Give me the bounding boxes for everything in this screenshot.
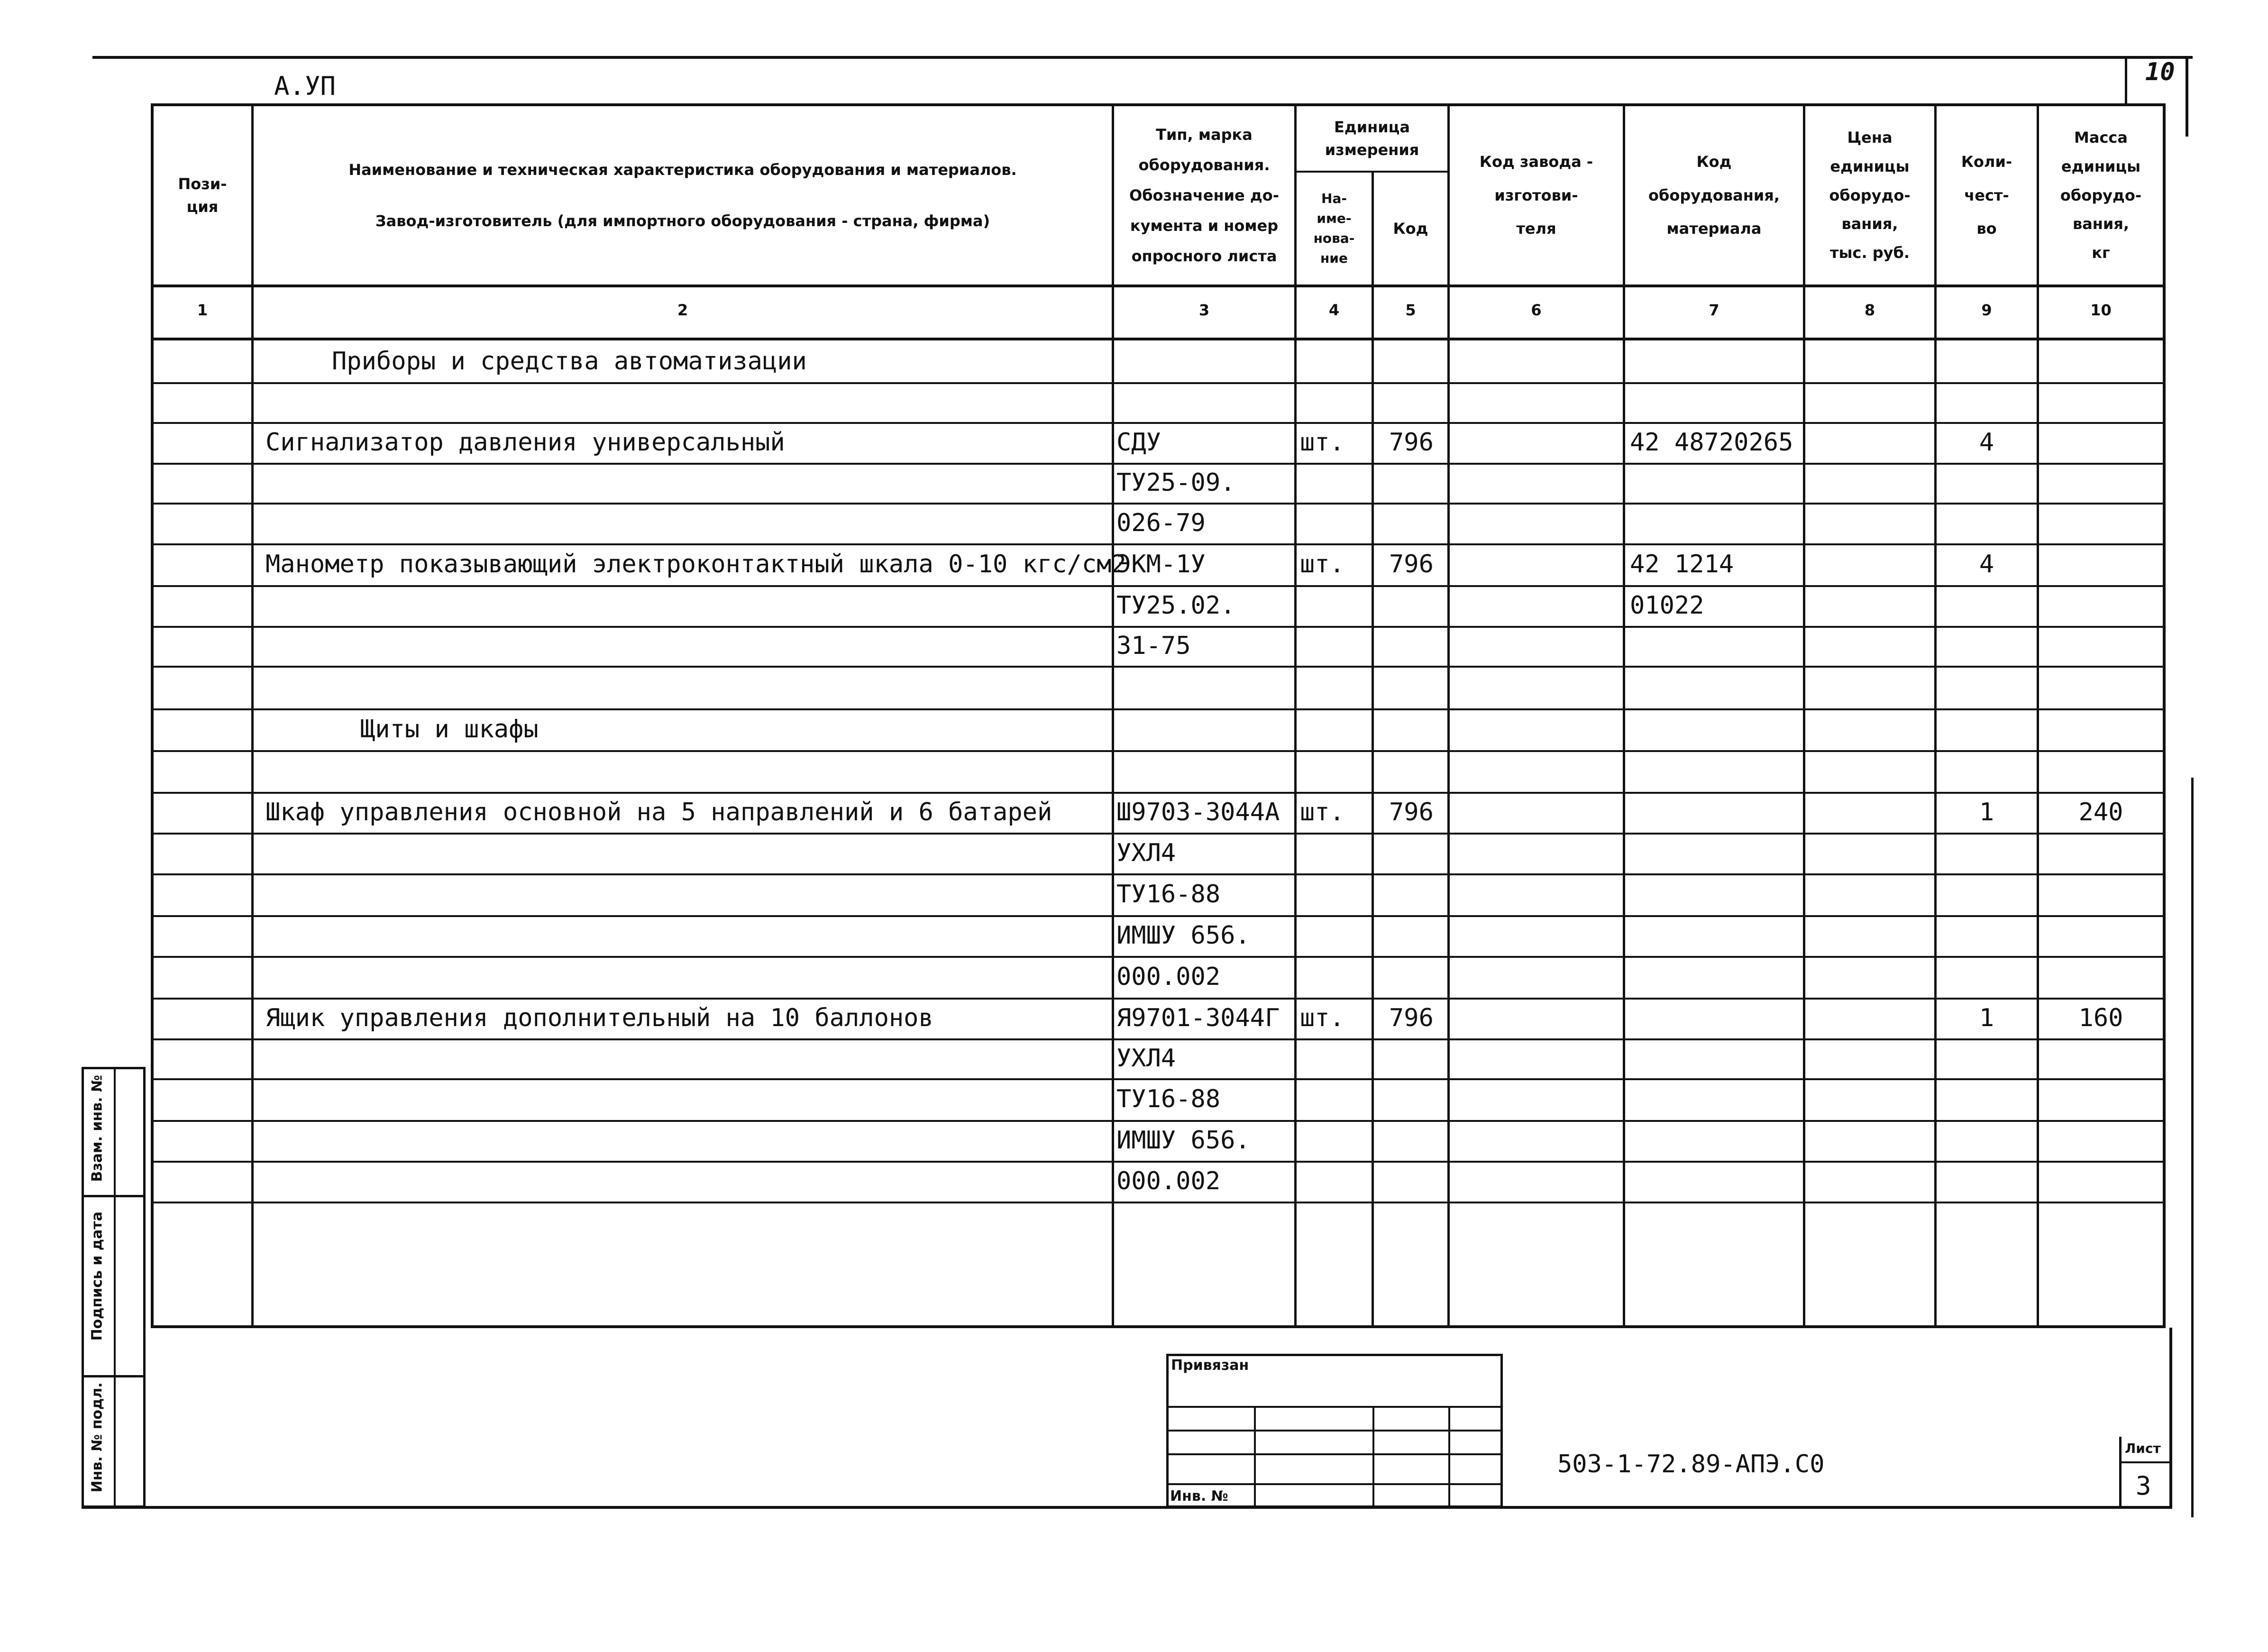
col-header-name [254,106,1112,285]
sheet-number: 3 [2136,1471,2151,1501]
col-header-type: Тип, марка оборудования. Обозначение до- кумента и номер опросного листа [1129,126,1279,265]
row-separator [151,998,2166,1000]
cell-type: УХЛ4 [1116,1044,1176,1073]
col-header-name-line2: Завод-изготовитель (для импортного оборудования - страна, фирма) [375,212,990,230]
col-number: 2 [677,301,688,319]
row-separator [151,956,2166,958]
cell-name: Манометр показывающий электроконтактный шкала 0-10 кгс/см2 [265,550,1126,578]
cell-type: СДУ [1116,428,1161,457]
row-separator [151,382,2166,384]
row-separator [151,1202,2166,1203]
side-label-vzam: Взам. инв. № [89,1074,106,1182]
cell-code: 796 [1389,550,1434,578]
cell-type: 31-75 [1116,632,1191,660]
cell-name: Ящик управления дополнительный на 10 баллонов [265,1004,933,1032]
row-separator [151,708,2166,710]
cell-type: ТУ16-88 [1116,880,1221,909]
cell-type: Ш9703-3044А [1116,798,1280,826]
side-label-podpis: Подпись и дата [89,1211,106,1341]
col-header-position: Пози- ция [178,175,227,216]
cell-code: 796 [1389,798,1434,826]
cell-qty: 4 [1979,428,1994,457]
cell-type: 000.002 [1116,1167,1221,1195]
cell-qty: 4 [1979,550,1994,578]
row-separator [151,750,2166,752]
col-header-unit-name: На- име- нова- ние [1313,191,1355,266]
cell-type: УХЛ4 [1116,839,1176,867]
cell-eq-code: 01022 [1630,591,1704,620]
row-separator [151,1078,2166,1080]
sheet-label: Лист [2125,1441,2161,1456]
row-separator [151,463,2166,465]
row-separator [151,915,2166,917]
document-code: 503-1-72.89-АПЭ.С0 [1557,1450,1825,1478]
side-label-inv-podl: Инв. № подл. [89,1382,106,1493]
cell-code: 796 [1389,1004,1434,1032]
col-number: 8 [1864,301,1875,319]
col-number: 4 [1328,301,1340,319]
stamp-inv-no: Инв. № [1170,1488,1228,1505]
top-border-line [92,56,2193,59]
row-separator [151,626,2166,628]
col-header-unit-code: Код [1393,220,1428,238]
cell-name: Сигнализатор давления универсальный [265,428,785,457]
col-header-name-line1: Наименование и техническая характеристика оборудования и материалов. [348,161,1017,179]
cell-code: 796 [1389,428,1434,457]
col-number: 3 [1198,301,1210,319]
row-separator [151,1120,2166,1122]
col-header-unit: Единица измерения [1325,118,1419,159]
row-separator [151,833,2166,835]
col-header-price: Цена единицы оборудо- вания, тыс. руб. [1829,128,1911,262]
col-number: 5 [1405,301,1416,319]
col-number: 6 [1531,301,1542,319]
row-separator [151,543,2166,545]
col-header-plant-code: Код завода - изготови- теля [1479,153,1593,238]
row-separator [151,666,2166,668]
cell-type: Я9701-3044Г [1116,1004,1280,1032]
row-separator [151,792,2166,794]
cell-name: Приборы и средства автоматизации [332,347,807,376]
col-number: 7 [1709,301,1719,319]
cell-unit: шт. [1300,1004,1344,1032]
row-separator [151,873,2166,875]
cell-name: Щиты и шкафы [360,715,539,743]
row-separator [151,1038,2166,1040]
cell-unit: шт. [1300,798,1344,826]
row-separator [151,503,2166,505]
cell-qty: 1 [1979,798,1994,826]
row-separator [151,1161,2166,1163]
cell-mass: 240 [2078,798,2123,826]
col-header-quantity: Коли- чест- во [1961,153,2012,238]
cell-type: ТУ16-88 [1116,1085,1221,1113]
cell-mass: 160 [2078,1004,2123,1032]
cell-type: 026-79 [1116,509,1206,537]
cell-name: Шкаф управления основной на 5 направлений и 6 батарей [265,798,1052,826]
row-separator [151,585,2166,587]
col-number: 10 [2090,301,2112,319]
col-number: 1 [197,301,208,319]
cell-type: 000.002 [1116,963,1221,991]
cell-unit: шт. [1300,550,1344,578]
cell-type: ИМШУ 656. [1116,1126,1250,1155]
col-header-equipment-code: Код оборудования, материала [1648,153,1780,238]
stamp-privyazan: Привязан [1171,1357,1249,1374]
cell-eq-code: 42 48720265 [1630,428,1793,457]
cell-type: ТУ25.02. [1116,591,1235,620]
col-header-mass: Масса единицы оборудо- вания, кг [2060,128,2142,262]
cell-type: ЭКМ-1У [1116,550,1206,578]
cell-type: ИМШУ 656. [1116,921,1250,950]
col-number: 9 [1981,301,1992,319]
cell-unit: шт. [1300,428,1344,457]
page-mark: 10 [2145,58,2175,86]
row-separator [151,422,2166,424]
cell-type: ТУ25-09. [1116,468,1235,497]
cell-qty: 1 [1979,1004,1994,1032]
cell-eq-code: 42 1214 [1630,550,1734,578]
doc-label: А.УП [274,71,336,101]
